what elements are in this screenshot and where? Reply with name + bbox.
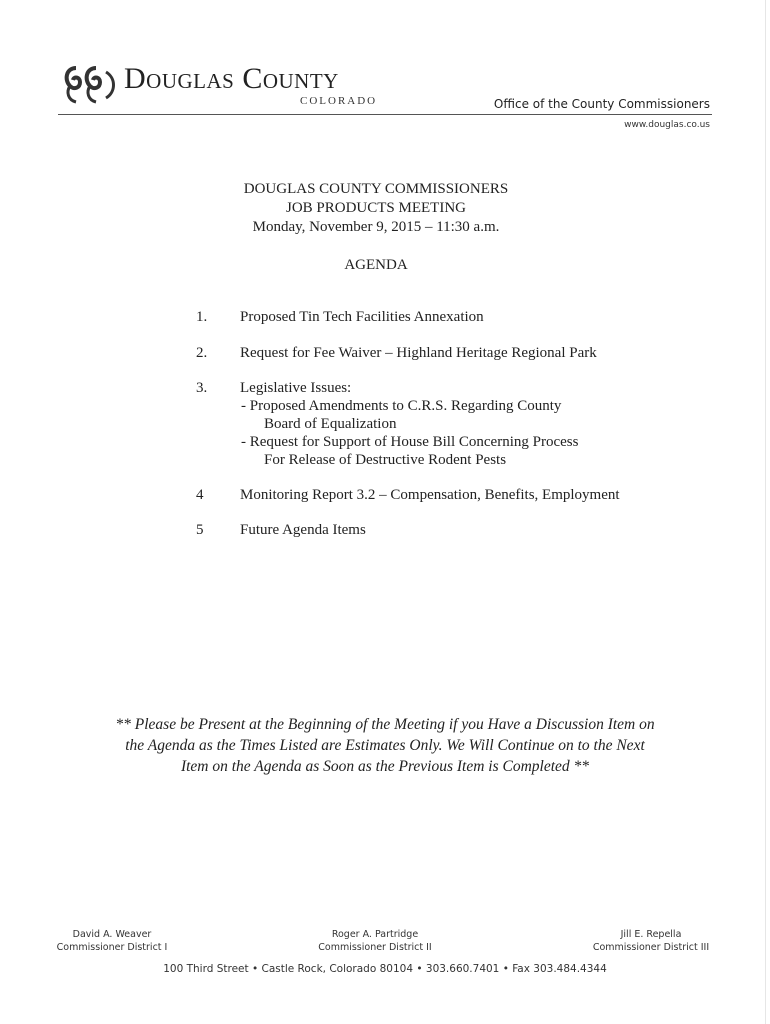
agenda-item-number: 1.	[196, 309, 208, 325]
office-address: 100 Third Street • Castle Rock, Colorado 80104 • 303.660.7401 • Fax 303.484.4344	[163, 963, 607, 975]
agenda-item-number: 4	[196, 487, 204, 503]
commissioner-block	[310, 928, 440, 954]
notice-line-2: the Agenda as the Times Listed are Estimates Only. We Will Continue on to the Next	[125, 737, 645, 754]
commissioner-name: Roger A. Partridge	[331, 929, 419, 940]
attendance-notice	[80, 714, 690, 777]
agenda-item-text: Proposed Tin Tech Facilities Annexation	[240, 309, 484, 325]
commissioner-title: Commissioner District II	[318, 942, 432, 953]
organization-state: COLORADO	[300, 95, 378, 107]
commissioner-title: Commissioner District III	[592, 942, 710, 953]
commissioner-name: Jill E. Repella	[620, 929, 682, 940]
website-url: www.douglas.co.us	[624, 120, 710, 130]
commissioner-block	[588, 928, 714, 954]
notice-line-1: ** Please be Present at the Beginning of the Meeting if you Have a Discussion Item on	[115, 716, 655, 733]
agenda-item-text: Request for Fee Waiver – Highland Heritage Regional Park	[240, 345, 597, 361]
douglas-county-logo-icon	[62, 64, 120, 104]
commissioner-title: Commissioner District I	[56, 942, 168, 953]
scan-edge-divider	[765, 0, 766, 1024]
agenda-item-text: Monitoring Report 3.2 – Compensation, Benefits, Employment	[240, 487, 620, 503]
agenda-subitem-line: For Release of Destructive Rodent Pests	[264, 452, 507, 468]
meeting-heading	[176, 180, 576, 237]
agenda-item-number: 3.	[196, 380, 208, 396]
heading-line-2: JOB PRODUCTS MEETING	[285, 200, 466, 216]
office-title: Office of the County Commissioners	[493, 97, 710, 111]
heading-line-1: DOUGLAS COUNTY COMMISSIONERS	[243, 181, 509, 197]
agenda-item-text: Future Agenda Items	[240, 522, 366, 538]
commissioner-block	[56, 928, 168, 954]
agenda-item-number: 2.	[196, 345, 208, 361]
agenda-item-text: Legislative Issues:	[240, 380, 352, 396]
commissioner-name: David A. Weaver	[72, 929, 152, 940]
agenda-subitem-line: - Proposed Amendments to C.R.S. Regarding County	[241, 398, 562, 414]
letterhead-divider	[58, 114, 712, 115]
agenda-subitem-line: Board of Equalization	[264, 416, 397, 432]
agenda-title: AGENDA	[344, 257, 408, 273]
agenda-subitem-line: - Request for Support of House Bill Concerning Process	[241, 434, 579, 450]
agenda-item-number: 5	[196, 522, 204, 538]
organization-name: Douglas County	[124, 62, 339, 95]
notice-line-3: Item on the Agenda as Soon as the Previous Item is Completed **	[180, 758, 590, 775]
heading-line-3: Monday, November 9, 2015 – 11:30 a.m.	[252, 219, 500, 235]
